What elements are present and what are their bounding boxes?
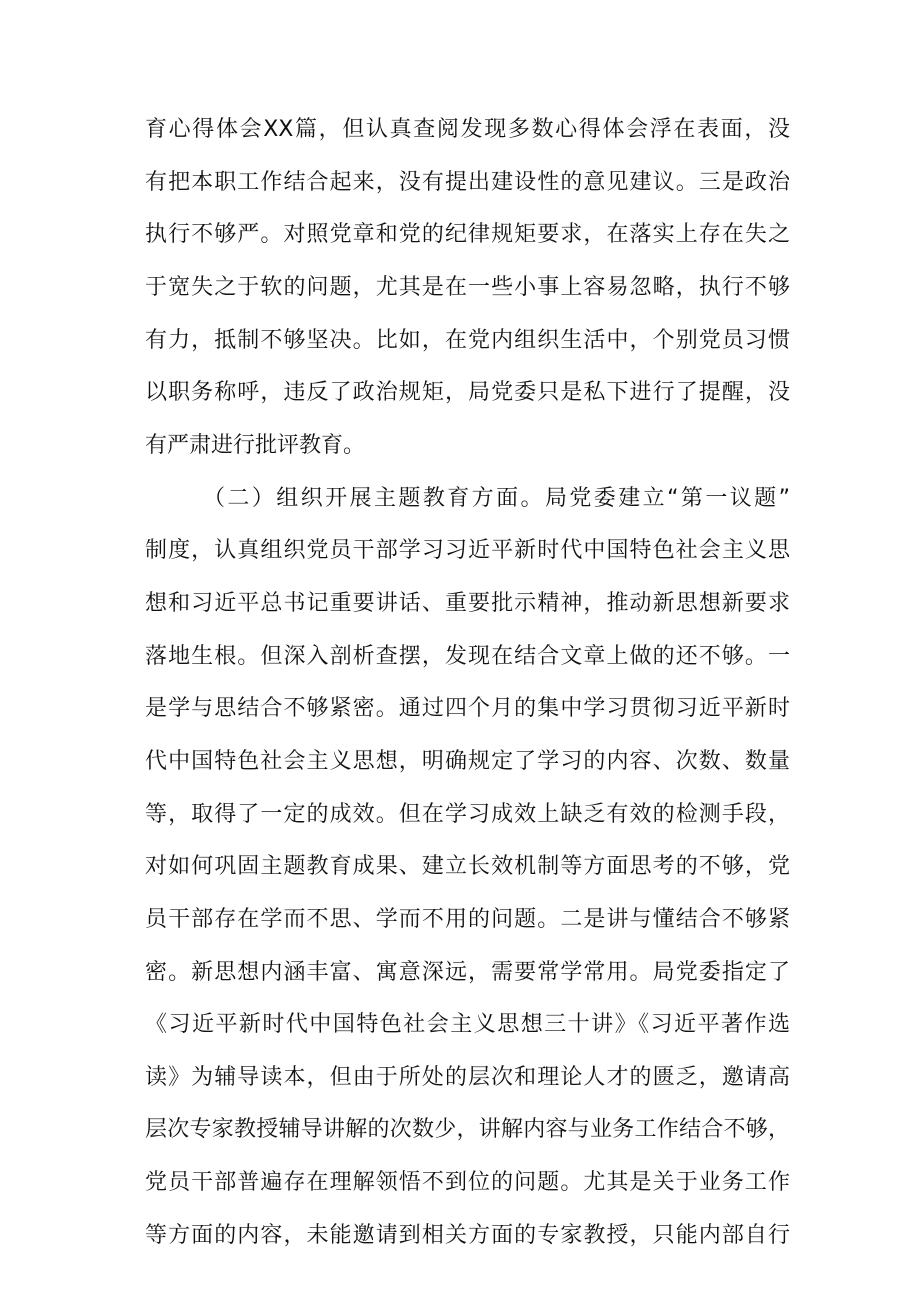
text-line: 落地生根。但深入剖析查摆，发现在结合文章上做的还不够。一 [145, 643, 790, 669]
text-line: 有把本职工作结合起来，没有提出建设性的意见建议。三是政治 [145, 169, 790, 195]
text-line: 想和习近平总书记重要讲话、重要批示精神，推动新思想新要求 [145, 590, 790, 616]
text-line: 密。新思想内涵丰富、寓意深远，需要常学常用。局党委指定了 [145, 959, 790, 985]
text-line: 以职务称呼，违反了政治规矩，局党委只是私下进行了提醒，没 [145, 380, 790, 406]
text-line: 是学与思结合不够紧密。通过四个月的集中学习贯彻习近平新时 [145, 696, 790, 722]
text-line: 于宽失之于软的问题，尤其是在一些小事上容易忽略，执行不够 [145, 274, 790, 300]
text-line: 层次专家教授辅导讲解的次数少，讲解内容与业务工作结合不够， [145, 1117, 790, 1143]
text-line: 育心得体会XX篇，但认真查阅发现多数心得体会浮在表面，没 [145, 117, 790, 142]
text-line: 执行不够严。对照党章和党的纪律规矩要求，在落实上存在失之 [145, 222, 790, 248]
text-line: 等方面的内容，未能邀请到相关方面的专家教授，只能内部自行 [145, 1222, 790, 1248]
text-line: 有严肃进行批评教育。 [145, 432, 366, 458]
text-line: 员干部存在学而不思、学而不用的问题。二是讲与懂结合不够紧 [145, 906, 790, 932]
text-line: 对如何巩固主题教育成果、建立长效机制等方面思考的不够，党 [145, 854, 790, 880]
text-line: （二）组织开展主题教育方面。局党委建立“第一议题” [203, 485, 790, 511]
paragraph [145, 104, 790, 473]
text-line: 制度，认真组织党员干部学习习近平新时代中国特色社会主义思 [145, 538, 790, 564]
text-line: 党员干部普遍存在理解领悟不到位的问题。尤其是关于业务工作 [145, 1170, 790, 1196]
text-line: 《习近平新时代中国特色社会主义思想三十讲》《习近平著作选 [145, 1012, 790, 1038]
document-page [145, 104, 790, 1262]
paragraph [145, 473, 790, 1263]
text-line: 等，取得了一定的成效。但在学习成效上缺乏有效的检测手段， [145, 801, 790, 827]
text-line: 读》为辅导读本，但由于所处的层次和理论人才的匮乏，邀请高 [145, 1064, 790, 1090]
text-line: 有力，抵制不够坚决。比如，在党内组织生活中，个别党员习惯 [145, 327, 790, 353]
text-line: 代中国特色社会主义思想，明确规定了学习的内容、次数、数量 [145, 748, 790, 774]
